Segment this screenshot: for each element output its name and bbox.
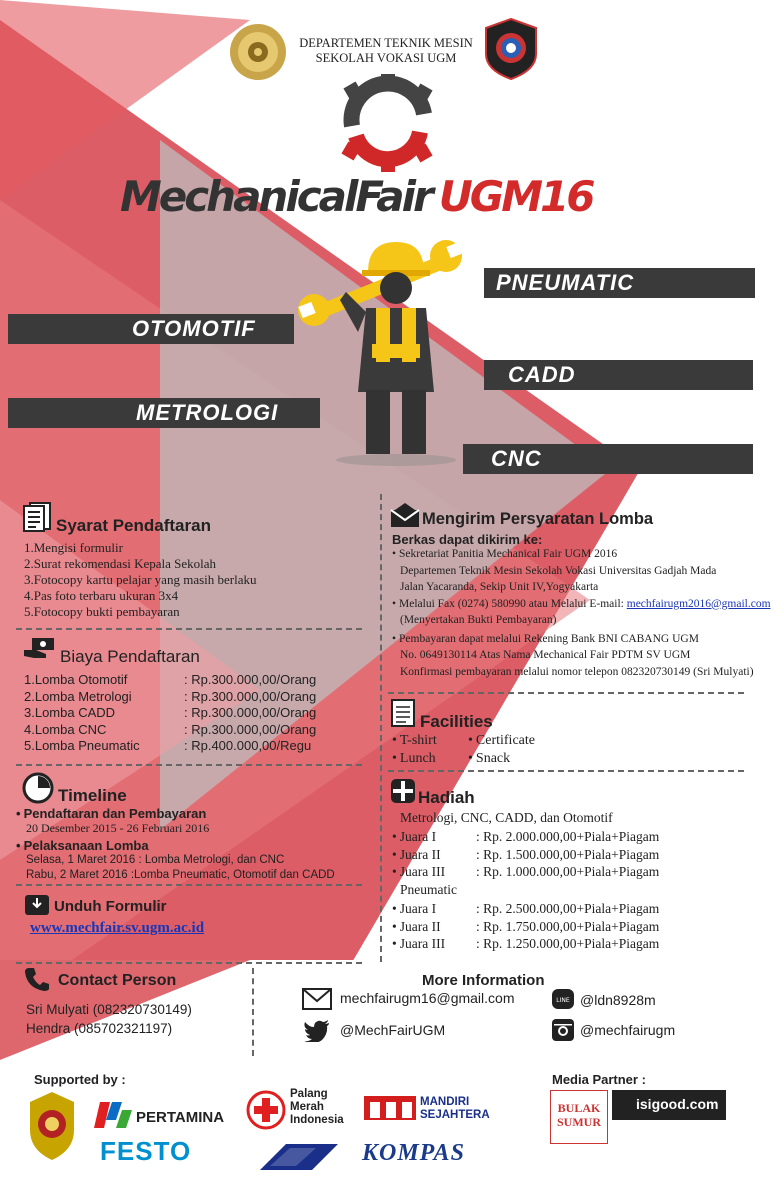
- mengirim-addr2: Departemen Teknik Mesin Sekolah Vokasi Universitas Gadjah Mada: [400, 564, 717, 577]
- checklist-icon: [390, 698, 416, 732]
- contact-list: [26, 1000, 192, 1038]
- mengirim-details: [392, 546, 771, 680]
- timeline-exec-title: • Pelaksanaan Lomba: [16, 838, 376, 853]
- biaya-list: [24, 672, 364, 755]
- prize-rank: • Juara I: [392, 829, 436, 844]
- pmi-line: Palang: [290, 1088, 328, 1100]
- biaya-price: : Rp.300.000,00/Orang: [184, 705, 317, 720]
- syarat-item: 5.Fotocopy bukti pembayaran: [24, 604, 180, 619]
- download-icon: [24, 892, 50, 920]
- festo-logo: FESTO: [100, 1136, 192, 1166]
- worker-illustration: [296, 232, 476, 468]
- facility-item: • Certificate: [468, 732, 535, 749]
- divider-syarat: [16, 628, 362, 630]
- biaya-row: [24, 689, 364, 706]
- prize-rank: • Juara II: [392, 847, 441, 862]
- red-cross-icon: [246, 1090, 286, 1134]
- mengirim-fax-prefix: Melalui Fax (0274) 580990 atau Melalui E-mail:: [399, 597, 627, 610]
- facility-item: • Lunch: [392, 750, 436, 767]
- hadiah-group1: Metrologi, CNC, CADD, dan Otomotif: [400, 810, 613, 825]
- twitter-icon: [304, 1020, 330, 1046]
- prize-row: [392, 918, 752, 936]
- mengirim-addr3: Jalan Yacaranda, Sekip Unit IV,Yogyakarta: [400, 581, 599, 593]
- mandiri-line: MANDIRI: [420, 1096, 470, 1108]
- contact-person: Sri Mulyati (082320730149): [26, 1002, 192, 1017]
- mengirim-bank3: Konfirmasi pembayaran melalui nomor telepon 082320730149 (Sri Mulyati): [400, 665, 754, 678]
- biaya-price: : Rp.400.000,00/Regu: [184, 738, 312, 753]
- mengirim-bank1: • Pembayaran dapat melalui Rekening Bank BNI CABANG UGM: [392, 631, 762, 648]
- mandiri-line: SEJAHTERA: [420, 1109, 490, 1121]
- facility-item: • Snack: [468, 750, 510, 767]
- biaya-name: 2.Lomba Metrologi: [24, 688, 132, 704]
- timeline-content: [16, 806, 376, 883]
- band-metrologi: [8, 398, 320, 428]
- event-title-main: MechanicalFair: [120, 172, 431, 221]
- prize-value: : Rp. 1.250.000,00+Piala+Piagam: [476, 936, 660, 951]
- prize-rank: • Juara III: [392, 936, 445, 951]
- pmi-line: Merah: [290, 1101, 324, 1113]
- hadiah-group1-list: [392, 828, 752, 881]
- money-hand-icon: [22, 636, 56, 666]
- mandiri-sejahtera-logo: [362, 1094, 418, 1126]
- mengirim-fax-note: (Menyertakan Bukti Pembayaran): [400, 614, 557, 626]
- pertamina-logo: [92, 1100, 134, 1134]
- mengirim-title: Mengirim Persyaratan Lomba: [422, 510, 654, 528]
- biaya-row: [24, 722, 364, 739]
- band-cnc-label: CNC: [491, 446, 542, 471]
- timeline-exec-line2: Rabu, 2 Maret 2016 :Lomba Pneumatic, Otomotif dan CADD: [26, 869, 335, 881]
- supported-title: Supported by :: [34, 1072, 126, 1087]
- media-title: Media Partner :: [552, 1072, 646, 1087]
- document-icon: [22, 502, 52, 536]
- ugm-logo: [228, 22, 288, 82]
- gear-logo-icon: [336, 74, 438, 174]
- pertamina-label: PERTAMINA: [136, 1109, 225, 1126]
- biaya-row: [24, 738, 364, 755]
- department-name: [298, 36, 474, 66]
- facilities-title: Facilities: [420, 712, 493, 731]
- event-title-accent: UGM16: [438, 172, 593, 221]
- prize-row: [392, 846, 752, 864]
- biaya-name: 3.Lomba CADD: [24, 705, 116, 720]
- biaya-row: [24, 672, 364, 689]
- prize-value: : Rp. 1.750.000,00+Piala+Piagam: [476, 918, 660, 934]
- biaya-name: 1.Lomba Otomotif: [24, 672, 128, 687]
- prize-value: : Rp. 1.000.000,00+Piala+Piagam: [476, 864, 660, 879]
- syarat-item: 2.Surat rekomendasi Kepala Sekolah: [24, 556, 217, 571]
- prize-rank: • Juara I: [392, 901, 436, 916]
- mail-icon: [302, 988, 332, 1014]
- band-otomotif: [8, 314, 294, 344]
- clock-icon: [22, 772, 54, 808]
- facility-item: • T-shirt: [392, 732, 437, 749]
- mengirim-bank2: No. 0649130114 Atas Nama Mechanical Fair PDTM SV UGM: [400, 649, 691, 661]
- gift-icon: [390, 778, 416, 808]
- divider-timeline: [16, 884, 362, 886]
- hadiah-group2-list: [392, 900, 752, 953]
- website-link[interactable]: www.mechfair.sv.ugm.ac.id: [30, 920, 205, 936]
- biaya-price: : Rp.300.000,00/Orang: [184, 721, 317, 737]
- prize-rank: • Juara II: [392, 919, 441, 934]
- band-pneumatic: [484, 268, 755, 298]
- mengirim-fax: [392, 596, 771, 613]
- syarat-item: 1.Mengisi formulir: [24, 540, 123, 555]
- divider-vertical-main: [380, 494, 382, 962]
- mandiri-label: [420, 1096, 490, 1122]
- timeline-reg-dates: 20 Desember 2015 - 26 Februari 2016: [26, 821, 210, 835]
- more-info-instagram: @mechfairugm: [580, 1022, 676, 1038]
- syarat-title: Syarat Pendaftaran: [56, 516, 211, 535]
- line-icon-label: LINE: [556, 997, 570, 1004]
- timeline-exec-line1: Selasa, 1 Maret 2016 : Lomba Metrologi, dan CNC: [26, 854, 285, 866]
- contact-title: Contact Person: [58, 972, 177, 989]
- syarat-item: 4.Pas foto terbaru ukuran 3x4: [24, 588, 179, 603]
- band-cnc: [463, 444, 753, 474]
- hadiah-title: Hadiah: [418, 788, 475, 807]
- more-info-line: @ldn8928m: [580, 992, 656, 1008]
- prize-row: [392, 935, 752, 953]
- line-icon: [551, 988, 575, 1014]
- divider-biaya: [16, 764, 362, 766]
- ugm-tv-logo: [256, 1140, 340, 1180]
- biaya-price: : Rp.300.000,00/Orang: [184, 672, 317, 687]
- biaya-price: : Rp.300.000,00/Orang: [184, 688, 317, 704]
- bulaksumur-line2: SUMUR: [557, 1115, 601, 1129]
- band-otomotif-label: OTOMOTIF: [132, 316, 256, 341]
- email-link[interactable]: mechfairugm2016@gmail.com: [626, 597, 771, 610]
- divider-facilities: [388, 770, 744, 772]
- phone-icon: [24, 966, 50, 996]
- prize-row: [392, 900, 752, 918]
- envelope-icon: [390, 502, 420, 532]
- hadiah-group2: Pneumatic: [400, 882, 457, 897]
- band-cadd-label: CADD: [508, 362, 576, 387]
- bulaksumur-logo: [550, 1090, 608, 1144]
- band-metrologi-label: METROLOGI: [136, 400, 279, 425]
- band-cadd: [484, 360, 753, 390]
- dept-line-2: SEKOLAH VOKASI UGM: [315, 51, 457, 65]
- prize-value: : Rp. 2.500.000,00+Piala+Piagam: [476, 901, 660, 916]
- kompas-logo: KOMPAS: [362, 1140, 465, 1166]
- divider-mengirim: [388, 692, 744, 694]
- biaya-name: 4.Lomba CNC: [24, 721, 107, 737]
- sv-ugm-logo: [484, 18, 538, 80]
- instagram-icon: [551, 1018, 575, 1046]
- dept-line-1: DEPARTEMEN TEKNIK MESIN: [299, 36, 473, 50]
- more-info-twitter: @MechFairUGM: [340, 1022, 446, 1038]
- unduh-title: Unduh Formulir: [54, 898, 167, 915]
- syarat-item: 3.Fotocopy kartu pelajar yang masih berlaku: [24, 572, 257, 587]
- more-info-email: mechfairugm16@gmail.com: [340, 990, 515, 1006]
- biaya-name: 5.Lomba Pneumatic: [24, 738, 140, 753]
- timeline-title: Timeline: [58, 786, 127, 805]
- prize-value: : Rp. 2.000.000,00+Piala+Piagam: [476, 829, 660, 844]
- event-title: [120, 172, 593, 221]
- mengirim-subtitle: Berkas dapat dikirim ke:: [392, 532, 543, 547]
- divider-vertical-contact: [252, 968, 254, 1056]
- prize-rank: • Juara III: [392, 864, 445, 879]
- prize-value: : Rp. 1.500.000,00+Piala+Piagam: [476, 846, 660, 862]
- biaya-title: Biaya Pendaftaran: [60, 647, 200, 666]
- mengirim-addr1: • Sekretariat Panitia Mechanical Fair UGM 2016: [392, 546, 762, 563]
- timeline-reg-title: • Pendaftaran dan Pembayaran: [16, 806, 376, 821]
- isigood-label: isigood.com: [636, 1096, 719, 1112]
- pmi-label: [290, 1088, 344, 1127]
- prize-row: [392, 828, 752, 846]
- band-pneumatic-label: PNEUMATIC: [496, 270, 635, 295]
- isigood-logo: [612, 1090, 726, 1120]
- contact-person: Hendra (085702321197): [26, 1021, 173, 1036]
- bulaksumur-line1: BULAK: [557, 1101, 601, 1115]
- pmi-line: Indonesia: [290, 1114, 344, 1126]
- more-info-title: More Information: [422, 972, 545, 989]
- biaya-row: [24, 705, 364, 722]
- yogyakarta-emblem-logo: [26, 1090, 78, 1162]
- divider-bottom: [16, 962, 362, 964]
- prize-row: [392, 863, 752, 881]
- syarat-list: [24, 540, 257, 620]
